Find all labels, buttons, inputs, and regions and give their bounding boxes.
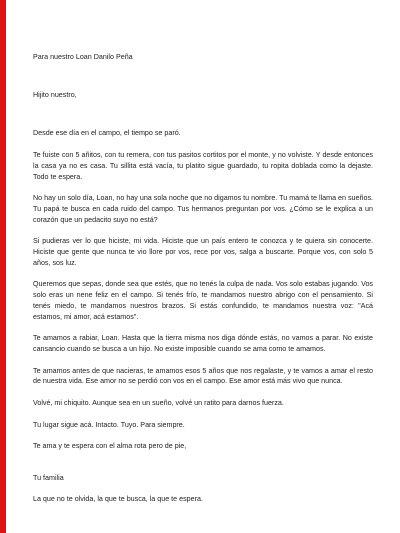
letter-signature: Tu familia (33, 474, 64, 483)
paragraph: Te amamos antes de que nacieras, te amamos esos 5 años que nos regalaste, y te vamos a amar el resto de nuestra vida. Ese amor no se perdió con vos en el campo. Ese amor está más vivo que nunca. (33, 366, 373, 386)
paragraph: Te ama y te espera con el alma rota pero de pie, (33, 442, 187, 451)
paragraph: Te amamos a rabiar, Loan. Hasta que la tierra misma nos diga dónde estás, no vamos a parar. No existe cansancio cuando se busca a un hijo. No existe imposible cuando se ama como te amamos. (33, 334, 373, 353)
paragraph: No hay un solo día, Loan, no hay una sola noche que no digamos tu nombre. Tu mamá te llama en sueños. Tu papá te busca en cada ruido del campo. Tus hermanos preguntan por vos. ¿Cómo se le explica a un corazón que un pedacito suyo no está? (33, 194, 373, 224)
paragraph: Te fuiste con 5 añitos, con tu remera, con tus pasitos cortitos por el monte, y no volviste. Y desde entonces la casa ya no es casa. Tu sillita está vacía, tu platito sigue guardado, tu ropita doblada como la dejaste. Todo te espera. (33, 151, 373, 181)
red-margin-bar (0, 0, 6, 533)
paragraph: Desde ese día en el campo, el tiempo se paró. (33, 129, 181, 138)
paragraph: Volvé, mi chiquito. Aunque sea en un sueño, volvé un ratito para darnos fuerza. (33, 399, 284, 408)
letter-header: Para nuestro Loan Danilo Peña (33, 53, 133, 61)
letter-closing: La que no te olvida, la que te busca, la que te espera. (33, 494, 203, 503)
letter-page (33, 52, 373, 505)
paragraph: Tu lugar sigue acá. Intacto. Tuyo. Para siempre. (33, 420, 185, 429)
paragraph: Queremos que sepas, donde sea que estés, que no tenés la culpa de nada. Vos solo estabas jugando. Vos solo eras un nene feliz en el campo. Si tenés frío, te mandamos nuestro abrigo con el pensamiento. Si tenés miedo, te mandamos nuestros brazos. Si estás confundido, te mandamos nuestra voz: "Acá estamos, mi amor, acá estamos". (33, 280, 373, 321)
letter-greeting: Hijito nuestro, (33, 90, 77, 99)
paragraph: Si pudieras ver lo que hiciste, mi vida. Hiciste que un país entero te conozca y te quiera sin conocerte. Hiciste que gente que nunca te vio llore por vos, rece por vos, salga a buscarte. Porque vos, con solo 5 años, sos luz. (33, 237, 373, 267)
